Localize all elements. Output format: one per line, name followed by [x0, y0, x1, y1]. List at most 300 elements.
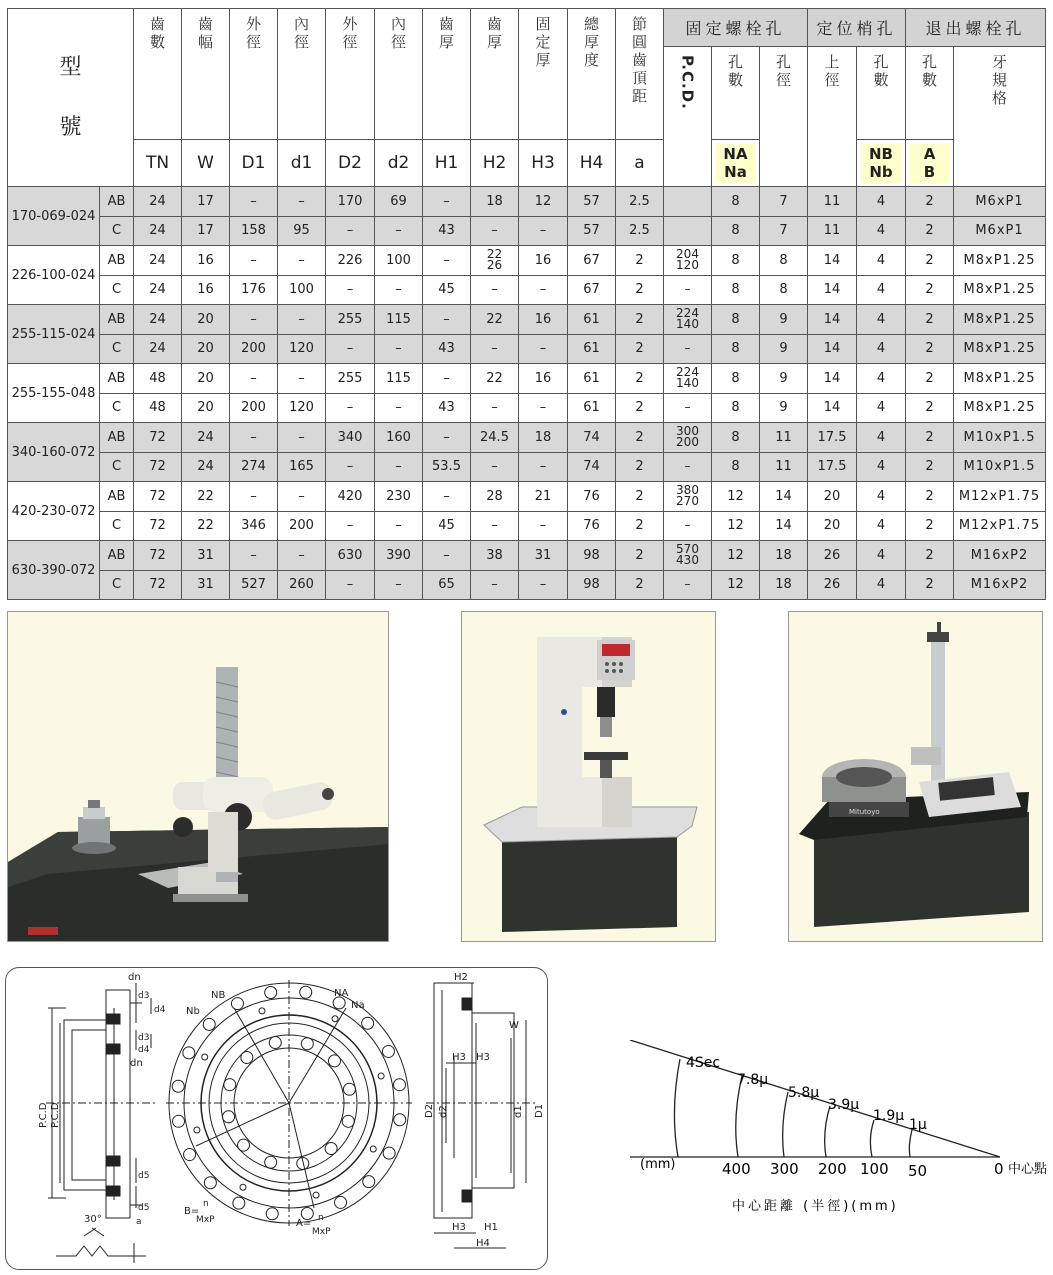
cell-fixed-count: 8 [712, 216, 760, 246]
cell-fixed-count: 8 [712, 187, 760, 217]
cell-thread: M12xP1.75 [954, 511, 1046, 541]
model-cell: 255-115-024 [8, 305, 100, 364]
cell-H1: 53.5 [423, 452, 471, 482]
table-row [8, 482, 1046, 512]
cell-locate-count: 4 [857, 541, 906, 571]
cell-d2: 115 [375, 364, 423, 394]
cell-D2: – [326, 511, 375, 541]
cell-fixed-dia: 7 [760, 187, 808, 217]
cell-locate-count: 4 [857, 246, 906, 276]
col-name-H3 [519, 9, 568, 140]
cell-H4: 61 [568, 364, 616, 394]
sub-fixed-count [712, 47, 760, 140]
cell-d1: 260 [278, 570, 326, 600]
cell-d2: 100 [375, 246, 423, 276]
pcd-value: – [684, 459, 691, 474]
label-a-den: MxP [312, 1227, 331, 1237]
col-name-D1 [230, 9, 278, 140]
cell-exit-count: 2 [906, 541, 954, 571]
col-char: 節 [631, 15, 647, 33]
cell-H1: – [423, 364, 471, 394]
cell-locate-up: 11 [808, 187, 857, 217]
cell-d1: 165 [278, 452, 326, 482]
cell-locate-count: 4 [857, 511, 906, 541]
cell-D2: 340 [326, 423, 375, 453]
cell-exit-count: 2 [906, 570, 954, 600]
type-cell: AB [100, 541, 134, 571]
type-cell: AB [100, 364, 134, 394]
cell-H4: 76 [568, 482, 616, 512]
cell-tn: 24 [134, 275, 182, 305]
cell-D1: – [230, 305, 278, 335]
cell-thread: M6xP1 [954, 216, 1046, 246]
distance-3: 100 [860, 1160, 889, 1178]
cell-H3: 18 [519, 423, 568, 453]
nb-small-label: Nb [869, 163, 893, 181]
bolt-hole [241, 1052, 253, 1064]
cell-fixed-dia: 18 [760, 570, 808, 600]
cell-tn: 24 [134, 216, 182, 246]
pcd-value: 300 [676, 424, 699, 439]
cell-a: 2 [616, 275, 664, 305]
cell-exit-count: 2 [906, 187, 954, 217]
hardness-tester-illustration [462, 612, 716, 942]
cell-d2: – [375, 334, 423, 364]
col-char: 固 [535, 15, 551, 33]
cell-fixed-dia: 9 [760, 364, 808, 394]
label-b-den: MxP [196, 1215, 215, 1225]
col-char: 徑 [293, 33, 309, 51]
cell-a: 2 [616, 452, 664, 482]
table-row [8, 511, 1046, 541]
cell-H3: – [519, 511, 568, 541]
cell-pcd [664, 423, 712, 453]
cell-D1: 176 [230, 275, 278, 305]
technical-drawing [6, 968, 549, 1271]
cell-tn: 48 [134, 364, 182, 394]
cell-locate-count: 4 [857, 452, 906, 482]
col-char: 外 [245, 15, 261, 33]
label-d1: d1 [513, 1105, 524, 1118]
cell-H2: 38 [471, 541, 519, 571]
cell-locate-count: 4 [857, 423, 906, 453]
cell-d2: – [375, 511, 423, 541]
bolt-hole [335, 1196, 347, 1208]
cell-H4: 57 [568, 187, 616, 217]
cell-locate-up: 14 [808, 275, 857, 305]
cell-D1: 200 [230, 393, 278, 423]
model-cell: 630-390-072 [8, 541, 100, 600]
cell-w: 20 [182, 364, 230, 394]
bolt-hole [202, 1054, 208, 1060]
cell-D2: – [326, 334, 375, 364]
bolt-hole [325, 1142, 337, 1154]
bolt-hole [363, 1176, 375, 1188]
cell-locate-up: 14 [808, 393, 857, 423]
label-d4-mid: d4 [138, 1045, 150, 1055]
distance-4: 50 [908, 1162, 928, 1180]
cell-w: 16 [182, 275, 230, 305]
cell-d1: 200 [278, 511, 326, 541]
cell-d1: 120 [278, 393, 326, 423]
bolt-hole [269, 1037, 281, 1049]
cell-tn: 24 [134, 246, 182, 276]
cell-H1: – [423, 423, 471, 453]
cell-fixed-count: 8 [712, 364, 760, 394]
bolt-hole [194, 1127, 200, 1133]
label-a-small: a [136, 1217, 142, 1227]
cell-pcd [664, 541, 712, 571]
cell-H3: 16 [519, 246, 568, 276]
type-cell: C [100, 452, 134, 482]
bolt-hole [184, 1149, 196, 1161]
cell-D1: – [230, 364, 278, 394]
cell-fixed-count: 12 [712, 482, 760, 512]
cell-fixed-dia: 9 [760, 305, 808, 335]
bolt-hole [265, 1156, 277, 1168]
cell-locate-count: 4 [857, 305, 906, 335]
cell-fixed-count: 8 [712, 452, 760, 482]
group-fixed-bolt: 固定螺栓孔 [664, 9, 808, 47]
table-row [8, 216, 1046, 246]
bolt-hole [362, 1017, 374, 1029]
cell-H2: 18 [471, 187, 519, 217]
sym-H3: H3 [519, 140, 568, 187]
label-d3-top: d3 [138, 991, 150, 1001]
col-name-d2 [375, 9, 423, 140]
cell-locate-up: 11 [808, 216, 857, 246]
cell-fixed-count: 8 [712, 246, 760, 276]
cell-H4: 61 [568, 393, 616, 423]
sub-char: 孔 [873, 53, 889, 71]
cell-pcd [664, 452, 712, 482]
sub-char: 數 [921, 71, 937, 89]
cell-locate-up: 14 [808, 364, 857, 394]
sym-H2: H2 [471, 140, 519, 187]
cell-tn: 72 [134, 452, 182, 482]
cell-exit-count: 2 [906, 275, 954, 305]
cell-H2: – [471, 275, 519, 305]
col-char: 數 [149, 33, 165, 51]
pcd-value: – [684, 400, 691, 415]
cell-locate-count: 4 [857, 275, 906, 305]
height-gauge-illustration [8, 612, 389, 942]
table-row [8, 452, 1046, 482]
cell-locate-up: 17.5 [808, 452, 857, 482]
pcd-value: 140 [676, 317, 699, 332]
col-char: 徑 [390, 33, 406, 51]
cell-H2: – [471, 216, 519, 246]
col-char: 距 [631, 87, 647, 105]
distance-caption: 中心距離 (半徑)(mm) [732, 1199, 899, 1214]
cell-locate-count: 4 [857, 334, 906, 364]
cell-d1: 95 [278, 216, 326, 246]
type-cell: AB [100, 305, 134, 335]
cell-D1: 158 [230, 216, 278, 246]
bolt-hole [203, 1018, 215, 1030]
pcd-value: – [684, 341, 691, 356]
cell-locate-count: 4 [857, 187, 906, 217]
cell-D2: – [326, 452, 375, 482]
center-label: 中心點 [1008, 1162, 1048, 1177]
bolt-hole [204, 1177, 216, 1189]
sub-exit-thread [954, 47, 1046, 187]
cell-D2: 630 [326, 541, 375, 571]
sub-char: 格 [991, 89, 1007, 107]
cell-thread: M8xP1.25 [954, 334, 1046, 364]
cell-H4: 98 [568, 570, 616, 600]
cell-D1: – [230, 423, 278, 453]
cell-locate-count: 4 [857, 570, 906, 600]
cell-fixed-dia: 9 [760, 334, 808, 364]
pcd-value: 430 [676, 553, 699, 568]
cell-locate-count: 4 [857, 482, 906, 512]
cell-a: 2 [616, 305, 664, 335]
cell-locate-up: 26 [808, 541, 857, 571]
bolt-hole [233, 1197, 245, 1209]
model-header-line2: 號 [59, 114, 82, 140]
cell-H4: 98 [568, 541, 616, 571]
col-char: 齒 [149, 15, 165, 33]
cell-H4: 74 [568, 423, 616, 453]
cell-tn: 72 [134, 541, 182, 571]
cell-d1: – [278, 187, 326, 217]
label-h1: H1 [484, 1222, 498, 1233]
pcd-value: 270 [676, 494, 699, 509]
cell-tn: 72 [134, 423, 182, 453]
cell-D2: – [326, 275, 375, 305]
cell-fixed-count: 8 [712, 305, 760, 335]
cell-fixed-count: 8 [712, 334, 760, 364]
label-b-n: n [203, 1199, 209, 1209]
label-d3-mid: d3 [138, 1033, 150, 1043]
na-label: NA [723, 145, 748, 163]
table-row [8, 423, 1046, 453]
bolt-hole [224, 1079, 236, 1091]
bolt-hole [328, 1055, 340, 1067]
type-cell: C [100, 334, 134, 364]
cell-D2: 170 [326, 187, 375, 217]
sub-char: 徑 [775, 71, 791, 89]
label-h3-c: H3 [452, 1222, 466, 1233]
col-char: 外 [342, 15, 358, 33]
model-header [8, 9, 134, 187]
label-nb: NB [211, 990, 226, 1001]
cell-fixed-dia: 11 [760, 452, 808, 482]
cell-fixed-count: 12 [712, 541, 760, 571]
cell-fixed-dia: 8 [760, 246, 808, 276]
cell-H1: – [423, 305, 471, 335]
label-d4-top: d4 [154, 1005, 166, 1015]
cell-d1: – [278, 541, 326, 571]
col-char: 厚 [583, 33, 599, 51]
col-char: 齒 [438, 15, 454, 33]
bolt-hole [231, 998, 243, 1010]
model-cell: 420-230-072 [8, 482, 100, 541]
sec-label-1: 7.8μ [737, 1072, 769, 1088]
cell-thread: M10xP1.5 [954, 423, 1046, 453]
cell-fixed-dia: 11 [760, 423, 808, 453]
label-angle: 30° [84, 1214, 102, 1225]
bolt-hole [342, 1115, 354, 1127]
cell-a: 2.5 [616, 216, 664, 246]
type-cell: AB [100, 482, 134, 512]
scale-brand-text: Mitutoyo [849, 808, 880, 816]
table-row [8, 246, 1046, 276]
photo-roundness-tester [788, 611, 1043, 942]
cell-fixed-dia: 18 [760, 541, 808, 571]
col-name-H2 [471, 9, 519, 140]
cell-locate-count: 4 [857, 393, 906, 423]
cell-exit-count: 2 [906, 334, 954, 364]
cell-D2: 226 [326, 246, 375, 276]
cell-pcd [664, 393, 712, 423]
na-label-box [716, 143, 755, 183]
cell-pcd [664, 334, 712, 364]
bolt-hole [382, 1045, 394, 1057]
col-name-H1 [423, 9, 471, 140]
b-label: B [923, 163, 936, 181]
cell-D2: – [326, 216, 375, 246]
bolt-hole [173, 1115, 185, 1127]
cell-D2: 420 [326, 482, 375, 512]
col-char: 頂 [631, 69, 647, 87]
bolt-hole [259, 1008, 265, 1014]
cell-thread: M10xP1.5 [954, 452, 1046, 482]
pcd-value: 224 [676, 306, 699, 321]
cell-H2: – [471, 393, 519, 423]
cell-pcd [664, 216, 712, 246]
cell-exit-count: 2 [906, 246, 954, 276]
cell-H1: – [423, 246, 471, 276]
col-char: 幅 [197, 33, 213, 51]
col-char: 齒 [197, 15, 213, 33]
cell-thread: M12xP1.75 [954, 482, 1046, 512]
cell-pcd [664, 364, 712, 394]
col-char: 內 [390, 15, 406, 33]
bolt-hole [332, 1016, 338, 1022]
label-h3-a: H3 [452, 1052, 466, 1063]
na-label-cell [712, 140, 760, 187]
cell-tn: 72 [134, 570, 182, 600]
bolt-hole [265, 987, 277, 999]
sub-exit-count [906, 47, 954, 140]
cell-tn: 72 [134, 511, 182, 541]
cell-thread: M8xP1.25 [954, 364, 1046, 394]
cell-w: 24 [182, 423, 230, 453]
cell-pcd [664, 482, 712, 512]
cell-d1: – [278, 364, 326, 394]
cell-D1: – [230, 541, 278, 571]
cell-d2: – [375, 393, 423, 423]
sub-char: 孔 [775, 53, 791, 71]
col-name-w [182, 9, 230, 140]
label-dn-mid: dn [130, 1058, 143, 1069]
model-header-line1: 型 [59, 54, 82, 80]
sub-char: 孔 [727, 53, 743, 71]
cell-pcd [664, 511, 712, 541]
group-locate-pin: 定位梢孔 [808, 9, 906, 47]
cell-tn: 72 [134, 482, 182, 512]
cell-H3: 21 [519, 482, 568, 512]
photo-hardness-tester [461, 611, 716, 942]
cell-D1: – [230, 482, 278, 512]
cell-a: 2 [616, 364, 664, 394]
label-D1: D1 [534, 1103, 545, 1118]
model-cell: 170-069-024 [8, 187, 100, 246]
cell-H3: 31 [519, 541, 568, 571]
cell-H2: – [471, 570, 519, 600]
cell-locate-up: 14 [808, 246, 857, 276]
cell-w: 16 [182, 246, 230, 276]
type-cell: C [100, 393, 134, 423]
cell-w: 17 [182, 216, 230, 246]
pcd-value: 200 [676, 435, 699, 450]
sym-D2: D2 [326, 140, 375, 187]
cell-D1: 346 [230, 511, 278, 541]
nb-label-box [861, 143, 901, 183]
sub-char: 規 [991, 71, 1007, 89]
cell-locate-up: 14 [808, 305, 857, 335]
nb-label: NB [869, 145, 893, 163]
ab-label-cell [906, 140, 954, 187]
cell-tn: 48 [134, 393, 182, 423]
table-row [8, 275, 1046, 305]
nb-label-cell [857, 140, 906, 187]
pcd-header [664, 47, 712, 187]
cell-D1: 200 [230, 334, 278, 364]
col-name-a [616, 9, 664, 140]
col-char: 定 [535, 33, 551, 51]
bolt-hole [300, 986, 312, 998]
sub-char: 數 [873, 71, 889, 89]
col-char: 度 [583, 51, 599, 69]
technical-drawing-panel [5, 967, 548, 1270]
cell-H1: – [423, 187, 471, 217]
cell-d2: – [375, 570, 423, 600]
bolt-hole [172, 1080, 184, 1092]
pcd-header-text: P.C.D. [678, 55, 697, 110]
cell-H3: 16 [519, 305, 568, 335]
distance-1: 300 [770, 1160, 799, 1178]
cell-tn: 24 [134, 305, 182, 335]
bolt-hole [183, 1047, 195, 1059]
cell-d2: – [375, 275, 423, 305]
cell-H3: – [519, 452, 568, 482]
cell-d2: 160 [375, 423, 423, 453]
cell-H1: 45 [423, 275, 471, 305]
roundness-tester-illustration [789, 612, 1043, 942]
pcd-value: 120 [676, 258, 699, 273]
cell-a: 2 [616, 541, 664, 571]
na-small-label: Na [724, 163, 747, 181]
cell-locate-up: 20 [808, 511, 857, 541]
bolt-hole [378, 1073, 384, 1079]
cell-exit-count: 2 [906, 482, 954, 512]
cell-H4: 57 [568, 216, 616, 246]
cell-locate-up: 17.5 [808, 423, 857, 453]
sym-tn: TN [134, 140, 182, 187]
cell-H2: 22 26 [471, 246, 519, 276]
cell-fixed-count: 8 [712, 423, 760, 453]
cell-H4: 61 [568, 305, 616, 335]
table-row [8, 334, 1046, 364]
cell-fixed-dia: 7 [760, 216, 808, 246]
bolt-hole [383, 1147, 395, 1159]
bolt-hole [240, 1184, 246, 1190]
group-exit-bolt: 退出螺栓孔 [906, 9, 1046, 47]
cell-pcd [664, 570, 712, 600]
